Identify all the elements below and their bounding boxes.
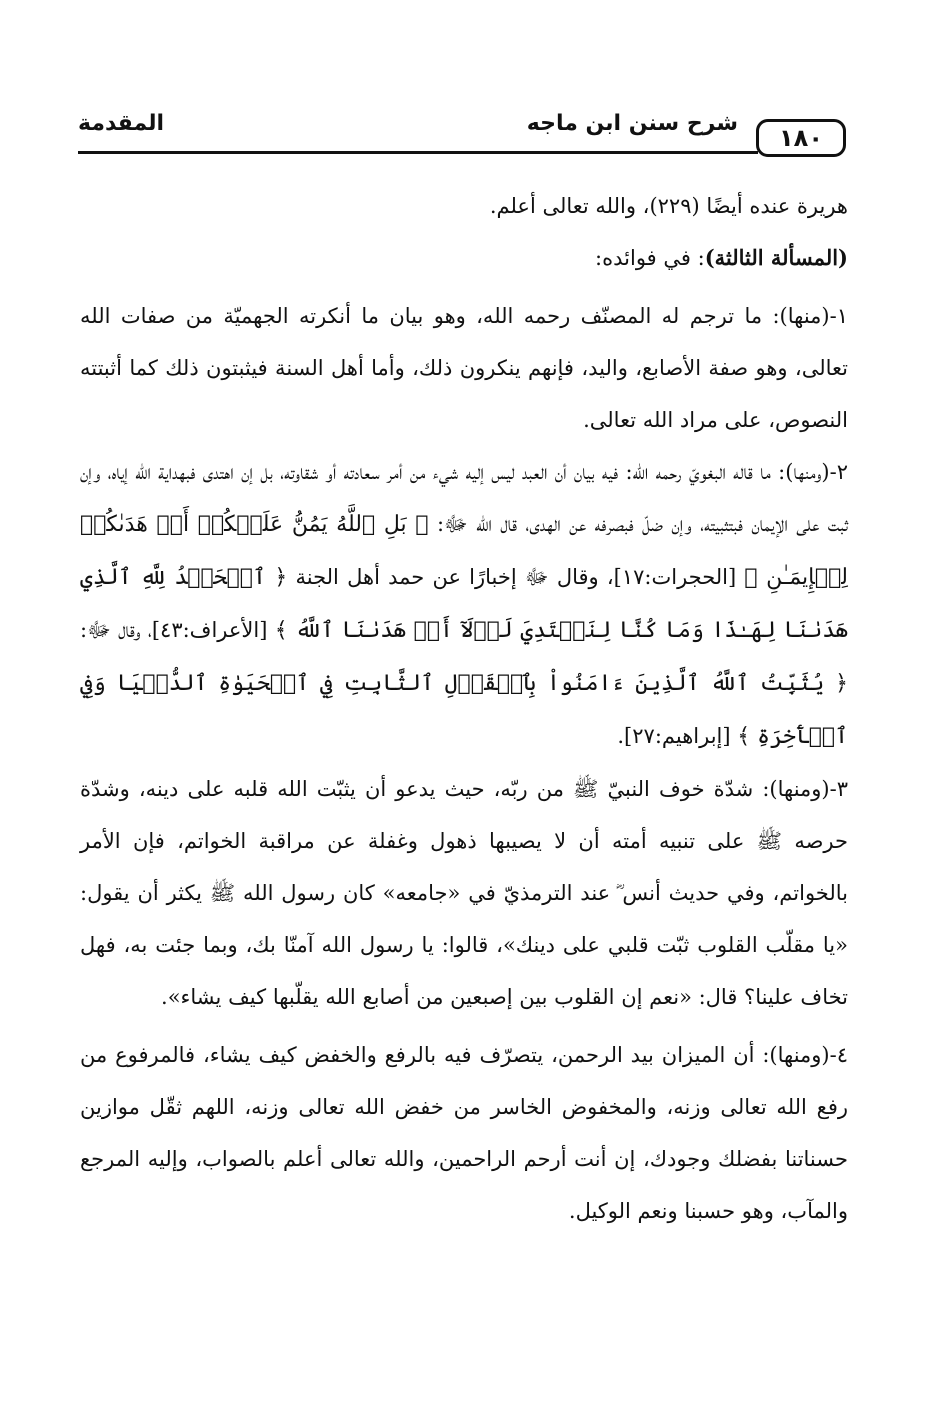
paragraph-benefit-2 — [80, 446, 848, 763]
quran-verse-2: ﴿ ٱلۡحَمۡدُ لِلَّهِ ٱلَّذِي هَدَىٰنَا لِهَـٰذَا وَمَا كُنَّا لِنَهۡتَدِيَ لَوۡلَآ أَنۡ هَدَىٰنَا ٱللَّهُ ﴾ — [80, 565, 849, 643]
header-rule — [78, 151, 758, 154]
benefit-2-text-d: [إبراهيم:٢٧]. — [617, 724, 738, 748]
benefit-2-text-a: ٢-(ومنها): ما قاله البغويّ رحمه الله: فيه بيان أن العبد ليس إليه شيء من أمر سعادته أو شقاوته، بل إن اهتدى فبهداية الله إياه، وإن ثبت على الإيمان فبتثبيته، وإن ضلّ فبصرفه عن الهدى، قال الله ﷻ: — [80, 460, 848, 536]
benefit-2-text-c: [الأعراف:٤٣]، وقال ﷻ: — [80, 618, 275, 642]
paragraph-benefit-1: ١-(منها): ما ترجم له المصنّف رحمه الله، وهو بيان ما أنكرته الجهميّة من صفات الله تعالى، وهو صفة الأصابع، واليد، فإنهم ينكرون ذلك، وأما أهل السنة فيثبتون ذلك كما أثبتته النصوص، على مراد الله تعالى. — [80, 304, 848, 432]
page-number: ١٨٠ — [756, 119, 846, 157]
section-title: المقدمة — [78, 111, 165, 136]
page-header — [78, 105, 846, 163]
quran-verse-1: ﴿ بَلِ ٱللَّهُ يَمُنُّ عَلَيۡكُمۡ أَنۡ هَدَىٰكُمۡ لِلۡإِيمَـٰنِ ﴾ — [80, 512, 848, 590]
page-body — [80, 180, 848, 1237]
benefit-2-text-b: [الحجرات:١٧]، وقال ﷻ إخبارًا عن حمد أهل الجنة — [287, 565, 745, 589]
book-title: شرح سنن ابن ماجه — [526, 111, 738, 136]
paragraph-continuation: هريرة عنده أيضًا (٢٢٩)، والله تعالى أعلم. — [489, 194, 848, 218]
paragraph-heading — [80, 232, 848, 284]
paragraph-benefit-4: ٤-(ومنها): أن الميزان بيد الرحمن، يتصرّف فيه بالرفع والخفض كيف يشاء، فالمرفوع من رفع الله تعالى وزنه، والمخفوض الخاسر من خفض الله تعالى وزنه، اللهم ثقّل موازين حسناتنا بفضلك وجودك، إن أنت أرحم الراحمين، والله تعالى أعلم بالصواب، وإليه المرجع والمآب، وهو حسبنا ونعم الوكيل. — [80, 1043, 848, 1223]
heading-label: (المسألة الثالثة) — [704, 245, 848, 270]
paragraph-benefit-3: ٣-(ومنها): شدّة خوف النبيّ ﷺ من ربّه، حيث يدعو أن يثبّت الله قلبه على دينه، وشدّة حرصه ﷺ على تنبيه أمته أن لا يصيبها ذهول وغفلة عن مراقبة الخواتم، فإن الأمر بالخواتم، وفي حديث أنس ؓ عند الترمذيّ في «جامعه» كان رسول الله ﷺ يكثر أن يقول: «يا مقلّب القلوب ثبّت قلبي على دينك»، قالوا: يا رسول الله آمنّا بك، وبما جئت به، فهل تخاف علينا؟ قال: «نعم إن القلوب بين إصبعين من أصابع الله يقلّبها كيف يشاء». — [80, 777, 848, 1009]
quran-verse-3: ﴿ يُثَبِّتُ ٱللَّهُ ٱلَّذِينَ ءَامَنُواْ بِٱلۡقَوۡلِ ٱلثَّابِتِ فِي ٱلۡحَيَوٰةِ ٱلدُّنۡيَا وَفِي ٱلۡأٓخِرَةِ ﴾ — [80, 671, 848, 749]
heading-rest: : في فوائده: — [595, 246, 705, 270]
